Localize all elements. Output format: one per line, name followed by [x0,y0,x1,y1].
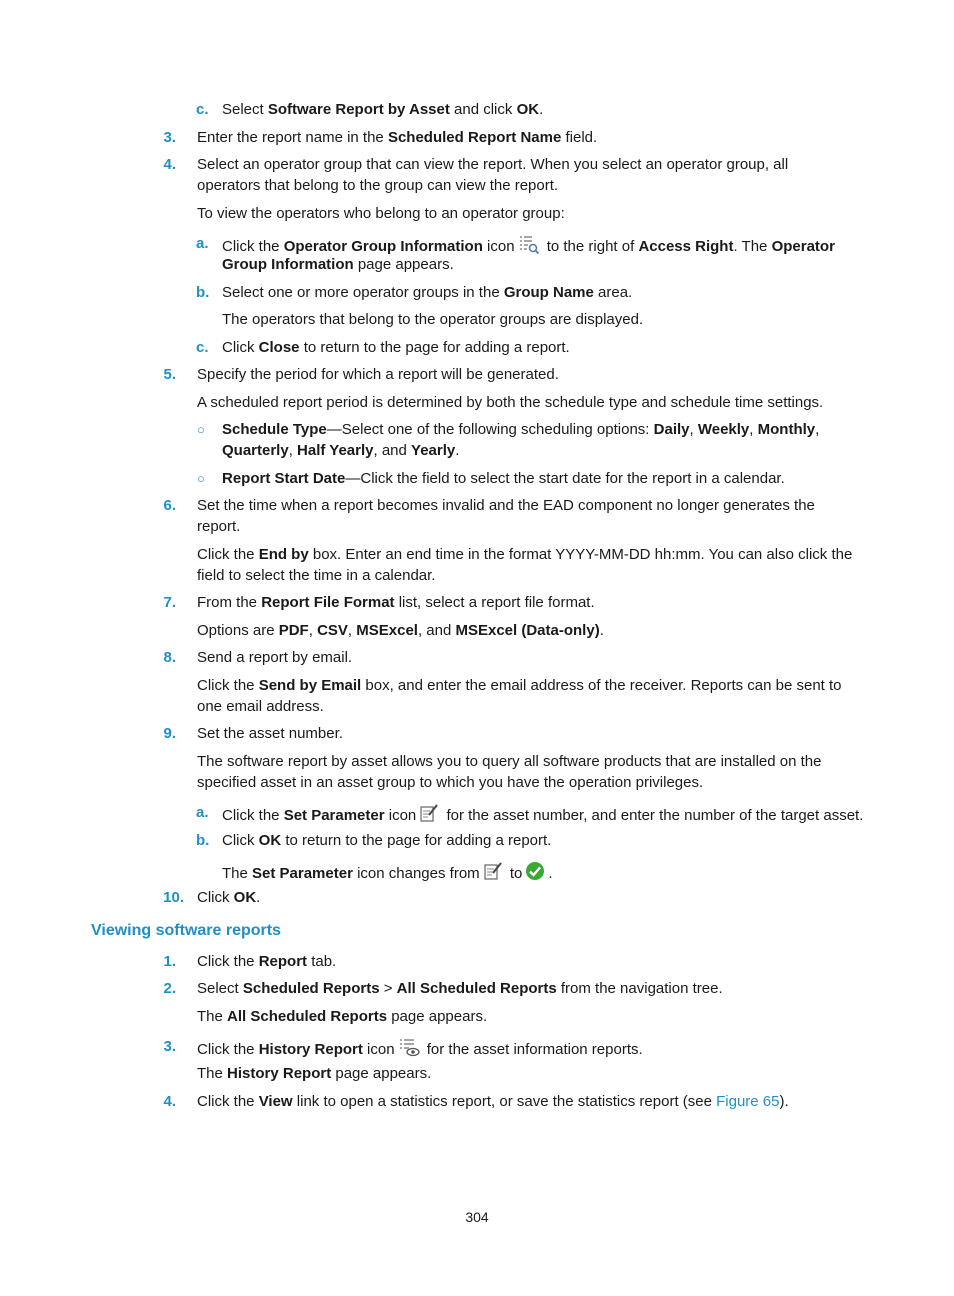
paragraph: The operators that belong to the operator groups are displayed. [222,311,644,328]
step-text: Click the Set Parameter icon for the asset number, and enter the number of the target asset. [222,803,863,829]
substep-label: a. [196,804,209,821]
bullet-icon: ○ [197,422,205,437]
step-number: 9. [163,725,176,742]
step-text: Specify the period for which a report will be generated. [197,366,559,383]
bullet-text: Quarterly, Half Yearly, and Yearly. [222,442,460,459]
step-text: Click the Report tab. [197,953,337,970]
paragraph: The History Report page appears. [197,1065,432,1082]
step-text: Click the Operator Group Information icon to the right of Access Right. The Operator [222,234,835,260]
step-number: 10. [163,889,184,906]
step-text: Set the time when a report becomes invalid and the EAD component no longer generates the [197,497,815,514]
paragraph: To view the operators who belong to an operator group: [197,205,565,222]
set-parameter-icon [419,803,439,829]
section-heading: Viewing software reports [91,922,281,939]
operator-group-info-icon [518,234,540,260]
paragraph: Options are PDF, CSV, MSExcel, and MSExcel (Data-only). [197,622,604,639]
paragraph: field to select the time in a calendar. [197,567,436,584]
substep-label: b. [196,284,210,301]
step-text: Click the History Report icon for the asset information reports. [197,1037,643,1063]
substep-label: a. [196,235,209,252]
step-number: 3. [163,1038,176,1055]
step-number: 6. [163,497,176,514]
step-text: Click OK to return to the page for adding a report. [222,832,552,849]
step-number: 4. [163,1093,176,1110]
step-text: Select an operator group that can view the report. When you select an operator group, all [197,156,789,173]
bullet-text: Report Start Date—Click the field to select the start date for the report in a calendar. [222,470,785,487]
paragraph: Click the End by box. Enter an end time in the format YYYY-MM-DD hh:mm. You can also click the [197,546,853,563]
step-text: Enter the report name in the Scheduled Report Name field. [197,129,598,146]
step-text: Send a report by email. [197,649,353,666]
history-report-icon [398,1037,420,1063]
step-number: 1. [163,953,176,970]
step-text: Click Close to return to the page for adding a report. [222,339,570,356]
bullet-text: Schedule Type—Select one of the following scheduling options: Daily, Weekly, Monthly, [222,421,820,438]
paragraph: The All Scheduled Reports page appears. [197,1008,488,1025]
step-text: Click the View link to open a statistics report, or save the statistics report (see Figure 65). [197,1093,789,1110]
paragraph: specified asset in an asset group to which you have the operation privileges. [197,774,704,791]
step-text: Select Software Report by Asset and click OK. [222,101,544,118]
step-number: 8. [163,649,176,666]
step-number: 2. [163,980,176,997]
step-number: 4. [163,156,176,173]
step-text: From the Report File Format list, select a report file format. [197,594,595,611]
step-text: Set the asset number. [197,725,343,742]
bullet-icon: ○ [197,471,205,486]
paragraph: Click the Send by Email box, and enter the email address of the receiver. Reports can be sent to [197,677,842,694]
step-text: Select Scheduled Reports > All Scheduled Reports from the navigation tree. [197,980,723,997]
set-parameter-icon [483,861,503,887]
paragraph: The software report by asset allows you to query all software products that are installed on the [197,753,822,770]
step-number: 3. [163,129,176,146]
figure-link[interactable]: Figure 65 [716,1093,780,1110]
step-number: 5. [163,366,176,383]
substep-label: c. [196,101,209,118]
check-icon [525,861,545,887]
step-text: report. [197,518,241,535]
substep-label: c. [196,339,209,356]
step-text: Click OK. [197,889,261,906]
paragraph: A scheduled report period is determined by both the schedule type and schedule time settings. [197,394,824,411]
substep-label: b. [196,832,210,849]
step-text: operators that belong to the group can view the report. [197,177,559,194]
step-text: Group Information page appears. [222,256,454,273]
page-number: 304 [465,1209,489,1225]
paragraph: The Set Parameter icon changes from to . [222,861,553,887]
step-number: 7. [163,594,176,611]
step-text: Select one or more operator groups in the Group Name area. [222,284,633,301]
paragraph: one email address. [197,698,324,715]
